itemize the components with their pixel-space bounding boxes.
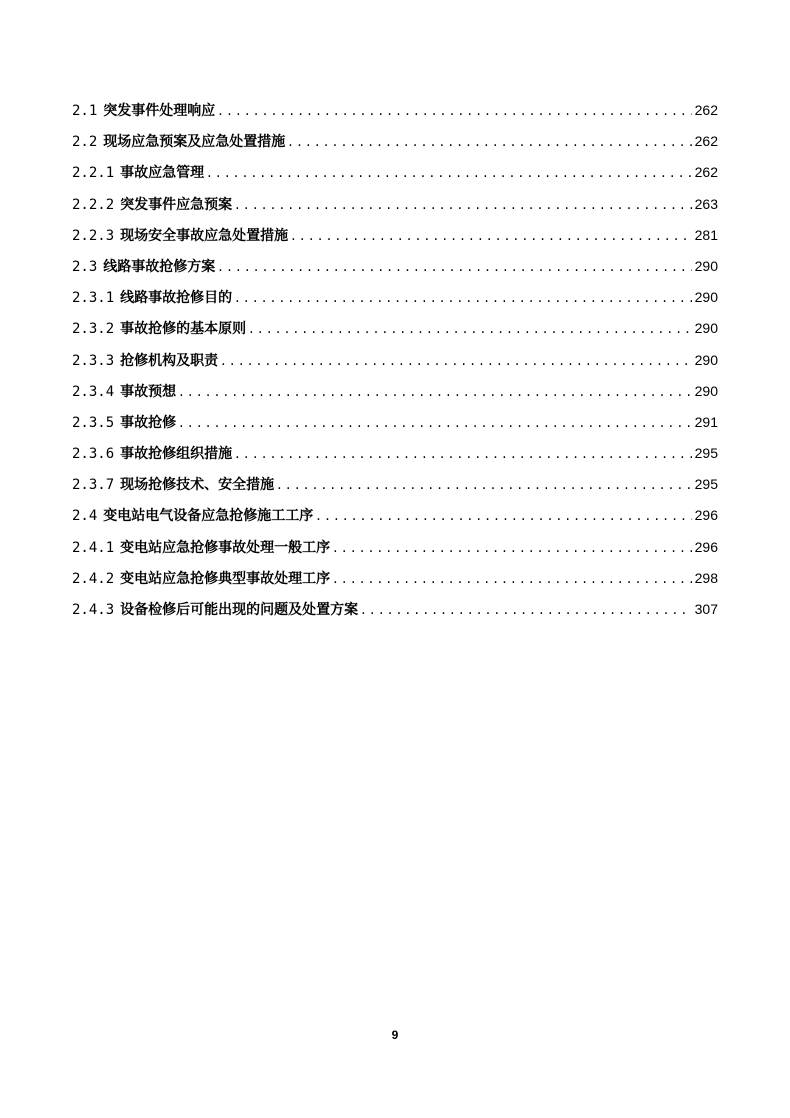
toc-entry-number: 2.3.4 bbox=[72, 383, 115, 400]
toc-entry[interactable] bbox=[72, 350, 718, 381]
toc-entry-number: 2.3.1 bbox=[72, 290, 115, 307]
toc-leader-dots bbox=[333, 540, 691, 556]
toc-entry-page: 296 bbox=[694, 507, 718, 524]
toc-entry-title: 突发事件处理响应 bbox=[103, 103, 216, 119]
toc-entry-page: 262 bbox=[694, 164, 718, 181]
toc-entry-number: 2.2.3 bbox=[72, 227, 115, 244]
toc-entry-number: 2.3 bbox=[72, 258, 98, 275]
toc-leader-dots bbox=[218, 259, 691, 275]
toc-leader-dots bbox=[221, 353, 691, 369]
toc-entry-number: 2.4.3 bbox=[72, 602, 115, 618]
toc-entry-number: 2.2 bbox=[72, 134, 98, 151]
toc-entry-number: 2.4.1 bbox=[72, 539, 115, 556]
toc-entry-title: 现场安全事故应急处置措施 bbox=[120, 227, 289, 244]
toc-entry-title: 突发事件应急预案 bbox=[120, 196, 233, 213]
toc-leader-dots bbox=[179, 415, 691, 431]
toc-leader-dots bbox=[235, 197, 691, 213]
toc-entry-title: 设备检修后可能出现的问题及处置方案 bbox=[120, 602, 359, 618]
toc-entry-page: 290 bbox=[694, 351, 718, 368]
page-number: 9 bbox=[391, 1028, 399, 1042]
toc-entry[interactable] bbox=[72, 537, 718, 568]
toc-entry-title: 事故抢修组织措施 bbox=[120, 446, 233, 463]
toc-entry[interactable] bbox=[72, 318, 718, 349]
toc-entry-page: 290 bbox=[694, 289, 718, 306]
toc-entry-number: 2.2.1 bbox=[72, 165, 115, 182]
toc-entry-page: 298 bbox=[694, 569, 718, 586]
toc-entry[interactable] bbox=[72, 412, 718, 443]
toc-entry-page: 295 bbox=[694, 476, 718, 493]
toc-entry-number: 2.3.6 bbox=[72, 446, 115, 463]
toc-entry-number: 2.3.7 bbox=[72, 477, 115, 494]
toc-leader-dots bbox=[361, 602, 691, 618]
toc-entry[interactable] bbox=[72, 474, 718, 505]
toc-entry[interactable] bbox=[72, 194, 718, 225]
toc-entry-page: 290 bbox=[694, 320, 718, 337]
toc-entry-number: 2.2.2 bbox=[72, 196, 115, 213]
toc-entry-page: 291 bbox=[694, 413, 718, 430]
toc-entry[interactable] bbox=[72, 599, 718, 630]
toc-entry-page: 281 bbox=[694, 226, 718, 243]
toc-entry-page: 262 bbox=[694, 133, 718, 150]
toc-entry-page: 262 bbox=[694, 102, 718, 118]
toc-entry-page: 290 bbox=[694, 382, 718, 399]
toc-entry-title: 线路事故抢修方案 bbox=[103, 258, 216, 275]
toc-entry-title: 抢修机构及职责 bbox=[120, 352, 219, 369]
toc-entry[interactable] bbox=[72, 505, 718, 536]
toc-entry[interactable] bbox=[72, 287, 718, 318]
toc-entry-title: 变电站应急抢修事故处理一般工序 bbox=[120, 539, 331, 556]
toc-leader-dots bbox=[333, 571, 691, 587]
toc-entry-title: 事故抢修的基本原则 bbox=[120, 321, 247, 338]
toc-entry-page: 263 bbox=[694, 195, 718, 212]
toc-leader-dots bbox=[235, 446, 691, 462]
toc-entry-page: 290 bbox=[694, 257, 718, 274]
toc-leader-dots bbox=[316, 508, 691, 524]
toc-leader-dots bbox=[277, 477, 691, 493]
toc-entry-title: 事故应急管理 bbox=[120, 165, 205, 182]
toc-leader-dots bbox=[291, 228, 691, 244]
toc-entry[interactable] bbox=[72, 162, 718, 193]
toc-leader-dots bbox=[249, 321, 691, 337]
toc-leader-dots bbox=[235, 290, 691, 306]
toc-entry[interactable] bbox=[72, 100, 718, 131]
toc-leader-dots bbox=[207, 165, 691, 181]
toc-entry-number: 2.3.5 bbox=[72, 414, 115, 431]
toc-entry-title: 事故抢修 bbox=[120, 414, 177, 431]
toc-entry[interactable] bbox=[72, 381, 718, 412]
toc-entry[interactable] bbox=[72, 225, 718, 256]
toc-entry[interactable] bbox=[72, 568, 718, 599]
toc-leader-dots bbox=[218, 103, 691, 119]
toc-entry-title: 现场抢修技术、安全措施 bbox=[120, 477, 275, 494]
toc-entry[interactable] bbox=[72, 443, 718, 474]
toc-entry[interactable] bbox=[72, 256, 718, 287]
toc-entry-number: 2.4.2 bbox=[72, 570, 115, 587]
toc-leader-dots bbox=[179, 384, 691, 400]
toc-entry-number: 2.3.3 bbox=[72, 352, 115, 369]
toc-entry-number: 2.1 bbox=[72, 103, 98, 119]
toc-entry-page: 307 bbox=[694, 601, 718, 617]
toc-entry-title: 线路事故抢修目的 bbox=[120, 290, 233, 307]
toc-entry-number: 2.4 bbox=[72, 508, 98, 525]
toc-entry-number: 2.3.2 bbox=[72, 321, 115, 338]
toc-entry-page: 296 bbox=[694, 538, 718, 555]
toc-entry-title: 变电站电气设备应急抢修施工工序 bbox=[103, 508, 314, 525]
toc-leader-dots bbox=[288, 134, 691, 150]
toc-entry[interactable] bbox=[72, 131, 718, 162]
table-of-contents bbox=[72, 100, 718, 630]
toc-entry-title: 变电站应急抢修典型事故处理工序 bbox=[120, 570, 331, 587]
toc-entry-page: 295 bbox=[694, 445, 718, 462]
toc-entry-title: 现场应急预案及应急处置措施 bbox=[103, 134, 286, 151]
toc-entry-title: 事故预想 bbox=[120, 383, 177, 400]
